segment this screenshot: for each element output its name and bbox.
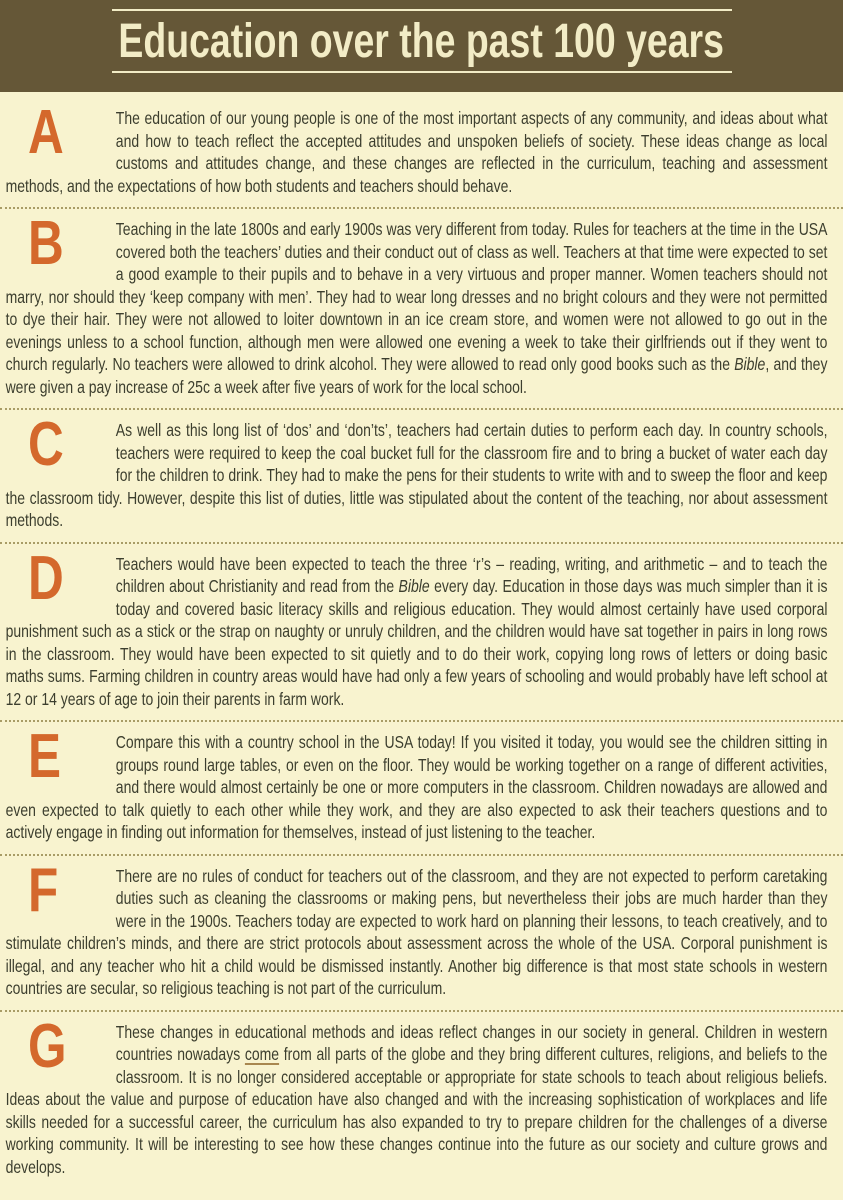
paragraph-a-text xyxy=(0,98,833,197)
paragraph-d-body: Teachers would have been expected to teach the three ‘r’s – reading, writing, and arithmetic – and to teach the children about Christianity and read from the Bible every day. Education in those days was much simpler than it is today and covered basic literacy skills and religious education. They would almost certainly have used corporal punishment such as a stick or the strap on naughty or unruly children, and the children would have sat together in pairs in long rows in the classroom. They would have been expected to sit quietly and to do their work, copying long rows of letters or doing basic maths sums. Farming children in country areas would have had only a few years of schooling and would probably have left school at 12 or 14 years of age to join their parents in farm work. xyxy=(5,553,828,709)
scan-edge-strip xyxy=(843,0,849,1200)
drop-cap-a: A xyxy=(27,98,64,167)
drop-cap-b: B xyxy=(27,209,64,278)
paragraph-d-text xyxy=(0,543,833,711)
paragraph-e-body: Compare this with a country school in the USA today! If you visited it today, you would see the children sitting in groups round large tables, or even on the floor. They would be working together on a range of different activities, and there would almost certainly be one or more computers in the classroom. Children nowadays are allowed and even expected to talk quietly to each other while they work, and they are also expected to ask their teachers questions and to actively engage in finding out information for themselves, instead of just listening to the teacher. xyxy=(5,732,828,842)
drop-cap-f: F xyxy=(27,855,59,925)
paragraph-c xyxy=(0,410,843,542)
page-title: Education over the past 100 years xyxy=(118,14,725,68)
paragraph-g-body: These changes in educational methods and ideas reflect changes in our society in general. Children in western countries nowadays come from all parts of the globe and they bring different cultures, religions, and beliefs to the classroom. It is no longer considered acceptable or appropriate for state schools to teach about religious beliefs. Ideas about the value and purpose of education have also changed and with the increasing sophistication of workplaces and life skills needed for a successful career, the curriculum has also expanded to try to prepare children for the challenges of a diverse working community. It will be interesting to see how these changes continue into the future as our society and culture grows and develops. xyxy=(5,1021,828,1177)
paragraph-f-body: There are no rules of conduct for teachers out of the classroom, and they are not expected to perform caretaking duties such as cleaning the classrooms or making pens, but nevertheless their jobs are much harder than they were in the 1900s. Teachers today are expected to work hard on planning their lessons, to teach creatively, and to stimulate children’s minds, and there are strict protocols about assessment across the whole of the USA. Corporal punishment is illegal, and any teacher who hit a child would be dismissed instantly. Another big difference is that most state schools in western countries are secular, so religious teaching is not part of the curriculum. xyxy=(5,865,828,998)
drop-cap-e: E xyxy=(27,722,61,791)
paragraph-a xyxy=(0,98,843,207)
drop-cap-d: D xyxy=(27,543,64,613)
paragraph-e-text xyxy=(0,722,833,844)
paragraph-e xyxy=(0,722,843,854)
paragraph-b xyxy=(0,209,843,408)
drop-cap-g: G xyxy=(27,1011,67,1081)
paragraph-b-text xyxy=(0,209,833,398)
paragraph-b-body: Teaching in the late 1800s and early 1900s was very different from today. Rules for teachers at the time in the USA covered both the teachers’ duties and their conduct out of class as well. Teachers at that time were expected to set a good example to their pupils and to behave in a very virtuous and proper manner. Women teachers should not marry, nor should they ‘keep company with men’. They had to wear long dresses and no bright colours and they were not permitted to dye their hair. They were not allowed to loiter downtown in an ice cream store, and women were not allowed to go out in the evenings unless to a school function, although men were allowed one evening a week to take their girlfriends out if they went to church regularly. No teachers were allowed to drink alcohol. They were allowed to read only good books such as the Bible, and they were given a pay increase of 25c a week after five years of work for the local school. xyxy=(5,219,828,397)
paragraph-f xyxy=(0,856,843,1010)
paragraph-a-body: The education of our young people is one of the most important aspects of any community, and ideas about what and how to teach reflect the accepted attitudes and unspoken beliefs of society. These ideas change as local customs and attitudes change, and these changes are reflected in the curriculum, teaching and assessment methods, and the expectations of how both students and teachers should behave. xyxy=(5,108,828,196)
passage-body xyxy=(0,92,843,1188)
paragraph-g-text xyxy=(0,1011,833,1179)
paragraph-f-text xyxy=(0,855,833,1000)
paragraph-c-text xyxy=(0,410,833,532)
header-bottom-rule xyxy=(112,71,732,73)
paragraph-d xyxy=(0,544,843,721)
page-header xyxy=(0,0,843,92)
drop-cap-c: C xyxy=(27,410,64,479)
paragraph-c-body: As well as this long list of ‘dos’ and ‘don’ts’, teachers had certain duties to perform each day. In country schools, teachers were required to keep the coal bucket full for the classroom fire and to bring a bucket of water each day for the children to drink. They had to make the pens for their students to write with and to sweep the floor and keep the classroom tidy. However, despite this list of duties, little was stipulated about the content of the teaching, nor about assessment methods. xyxy=(5,420,828,530)
paragraph-g xyxy=(0,1012,843,1189)
